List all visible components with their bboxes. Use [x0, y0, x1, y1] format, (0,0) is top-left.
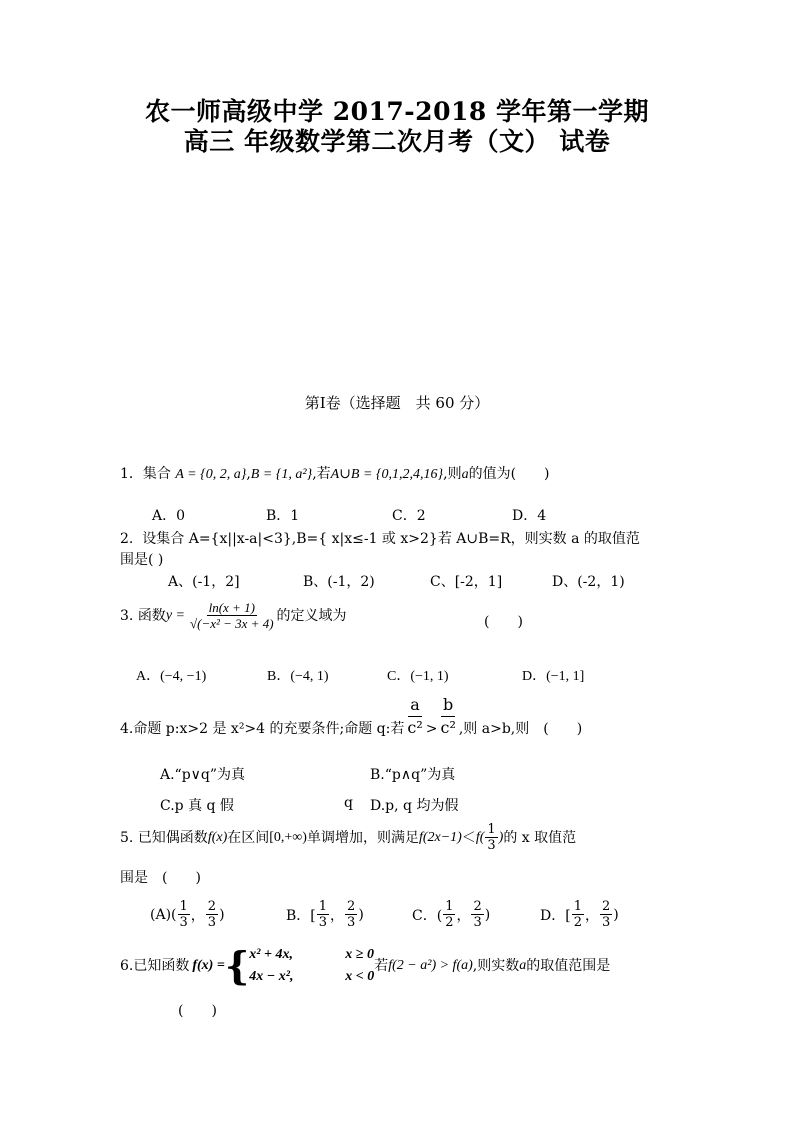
- question-6: [120, 944, 610, 988]
- variable-a: a: [519, 958, 527, 973]
- fraction-denominator: 2: [573, 915, 582, 930]
- fraction-numerator: a: [408, 694, 422, 717]
- left-brace: {: [224, 943, 250, 988]
- question-number: 6.: [120, 958, 134, 974]
- question-1: [120, 464, 550, 485]
- option-d: D.p, q 均为假: [370, 798, 459, 814]
- function-y: y =: [165, 607, 185, 623]
- option-close: ): [358, 906, 364, 923]
- question-number: 4.: [120, 721, 134, 737]
- question-text: 函数: [137, 607, 166, 624]
- option-d: D．4: [512, 508, 547, 524]
- option-c: C．2: [392, 508, 426, 524]
- answer-paren: ( ): [484, 614, 523, 630]
- exam-title-line1: 农一师高级中学 2017-2018 学年第一学期: [145, 97, 649, 126]
- question-text: 在区间: [227, 829, 270, 846]
- question-text: 单调增加，则满足: [306, 829, 419, 846]
- fraction-numerator: 1: [487, 822, 496, 837]
- option-fraction: [206, 899, 218, 930]
- fraction-denominator: c²: [440, 718, 456, 737]
- option-label: (A)(: [150, 906, 177, 923]
- set-a: A = {0, 2, a}: [175, 467, 247, 482]
- option-a: A．(−4, −1): [136, 669, 207, 684]
- question-number: 5.: [120, 829, 134, 846]
- option-close: ): [484, 906, 491, 923]
- question-text: ,若: [312, 466, 331, 482]
- option-b: B、(-1，2): [303, 574, 375, 590]
- fraction-numerator: ln(x + 1): [208, 600, 255, 615]
- option-fraction: [345, 899, 357, 930]
- fraction-numerator: 1: [318, 899, 328, 914]
- fraction-denominator: 3: [473, 915, 482, 930]
- case-condition: x ≥ 0: [345, 947, 374, 962]
- separator: ,: [246, 466, 251, 482]
- option-close: ): [219, 906, 225, 923]
- question-text: 的取值范围是: [526, 958, 611, 974]
- case-condition: x < 0: [345, 969, 375, 984]
- option-label: B．[: [286, 907, 316, 924]
- option-label: D．[: [540, 907, 571, 924]
- question-number: 3.: [120, 607, 134, 624]
- option-b: B.“p∧q”为真: [370, 767, 456, 783]
- question-number: 1．: [120, 466, 143, 482]
- option-fraction: [600, 899, 612, 930]
- separator: ，: [330, 907, 345, 924]
- option-close: ): [613, 906, 619, 923]
- fraction-one-third: [485, 822, 497, 853]
- question-text: 的值为( ): [468, 466, 550, 482]
- question-5-line2: 围是 ( ): [120, 870, 201, 886]
- option-d: [540, 899, 619, 930]
- option-a: A、(-1，2]: [168, 574, 240, 590]
- question-text: 设集合 A={x||x-a|<3},B={ x|x≤-1 或 x>2}若 A∪B=R，则实数 a 的取值范: [142, 531, 640, 547]
- domain-fraction: [188, 600, 276, 631]
- fraction-numerator: 2: [601, 899, 611, 914]
- question-3: [120, 600, 347, 631]
- option-c: C．(−1, 1): [387, 669, 449, 684]
- case-expression: 4x − x²,: [249, 969, 294, 984]
- condition-expr: f(2 − a²) > f(a): [388, 958, 473, 973]
- fraction-a-over-c2: [405, 694, 424, 739]
- less-than: ＜: [461, 829, 476, 846]
- option-b: B．(−4, 1): [267, 669, 329, 684]
- question-5: [120, 822, 576, 853]
- interval: [0,+∞): [269, 829, 307, 845]
- function-f-open: f(: [475, 829, 485, 845]
- question-2: [120, 529, 640, 549]
- fraction-denominator: 3: [347, 915, 356, 930]
- answer-paren: ( ): [178, 1003, 217, 1019]
- option-fraction: [317, 899, 329, 930]
- question-text: 已知函数: [133, 958, 190, 974]
- variable-a: a: [461, 467, 469, 482]
- fraction-denominator: c²: [407, 718, 423, 737]
- fraction-denominator: 3: [207, 915, 217, 930]
- separator: ，: [190, 907, 205, 924]
- fraction-numerator: 1: [445, 899, 454, 914]
- question-text: 若: [374, 958, 389, 974]
- fraction-denominator: 3: [487, 838, 496, 853]
- function-f: f(x): [207, 829, 228, 845]
- piecewise-cases: [249, 944, 374, 988]
- option-b: [286, 899, 364, 930]
- question-2-line2: 围是( ): [120, 552, 164, 568]
- fraction-numerator: 2: [347, 899, 356, 914]
- option-c: C、[-2，1]: [430, 574, 503, 590]
- separator: ，: [584, 907, 599, 924]
- question-text: 集合: [142, 466, 171, 482]
- question-text: 命题 p:x>2 是 x²>4 的充要条件;命题 q:若: [133, 721, 405, 737]
- option-fraction: [178, 899, 190, 930]
- fraction-numerator: 1: [573, 899, 582, 914]
- separator: ，: [456, 907, 471, 924]
- case-expression: x² + 4x,: [249, 947, 293, 962]
- exam-title-line2: 高三 年级数学第二次月考（文） 试卷: [183, 127, 611, 156]
- question-text: ,则 a>b,则 ( ): [458, 721, 583, 737]
- option-fraction: [572, 899, 584, 930]
- fraction-denominator: √(−x² − 3x + 4): [189, 616, 274, 631]
- inequality-left: f(2x−1): [418, 829, 462, 845]
- fraction-denominator: 2: [445, 915, 454, 930]
- fraction-denominator: 3: [601, 915, 611, 930]
- option-a: [150, 899, 225, 930]
- option-a: A.“p∨q”为真: [160, 767, 246, 783]
- option-c: [412, 899, 490, 930]
- fraction-numerator: 1: [179, 899, 188, 914]
- case-2: [249, 966, 374, 988]
- question-text: ,则: [443, 466, 462, 482]
- fraction-denominator: 3: [318, 915, 328, 930]
- set-b: B = {1, a²}: [250, 467, 313, 482]
- piecewise-f: f(x) =: [192, 958, 225, 973]
- fraction-numerator: 2: [207, 899, 217, 914]
- stray-q: q: [344, 795, 353, 811]
- option-fraction: [471, 899, 483, 930]
- fraction-numerator: 2: [473, 899, 482, 914]
- fraction-denominator: 3: [179, 915, 188, 930]
- question-text: 的定义域为: [276, 607, 347, 624]
- option-a: A．0: [152, 508, 186, 524]
- question-text: 已知偶函数: [137, 829, 208, 846]
- question-number: 2.: [120, 531, 134, 547]
- section-heading: 第Ⅰ卷（选择题 共 60 分）: [304, 394, 490, 412]
- fraction-b-over-c2: [438, 694, 457, 739]
- option-c: C.p 真 q 假: [160, 798, 234, 814]
- option-label: C．(: [412, 907, 443, 924]
- option-b: B．1: [266, 508, 300, 524]
- option-d: D、(-2，1): [552, 574, 625, 590]
- question-4: [120, 694, 582, 739]
- option-fraction: [443, 899, 455, 930]
- greater-than: >: [425, 721, 438, 737]
- close-paren: ): [498, 829, 504, 845]
- option-d: D．(−1, 1]: [522, 669, 585, 684]
- fraction-numerator: b: [441, 694, 455, 717]
- case-1: [249, 944, 374, 966]
- question-text: 的 x 取值范: [503, 829, 577, 846]
- question-text: ,则实数: [472, 958, 520, 974]
- union-expr: A∪B = {0,1,2,4,16}: [330, 467, 444, 482]
